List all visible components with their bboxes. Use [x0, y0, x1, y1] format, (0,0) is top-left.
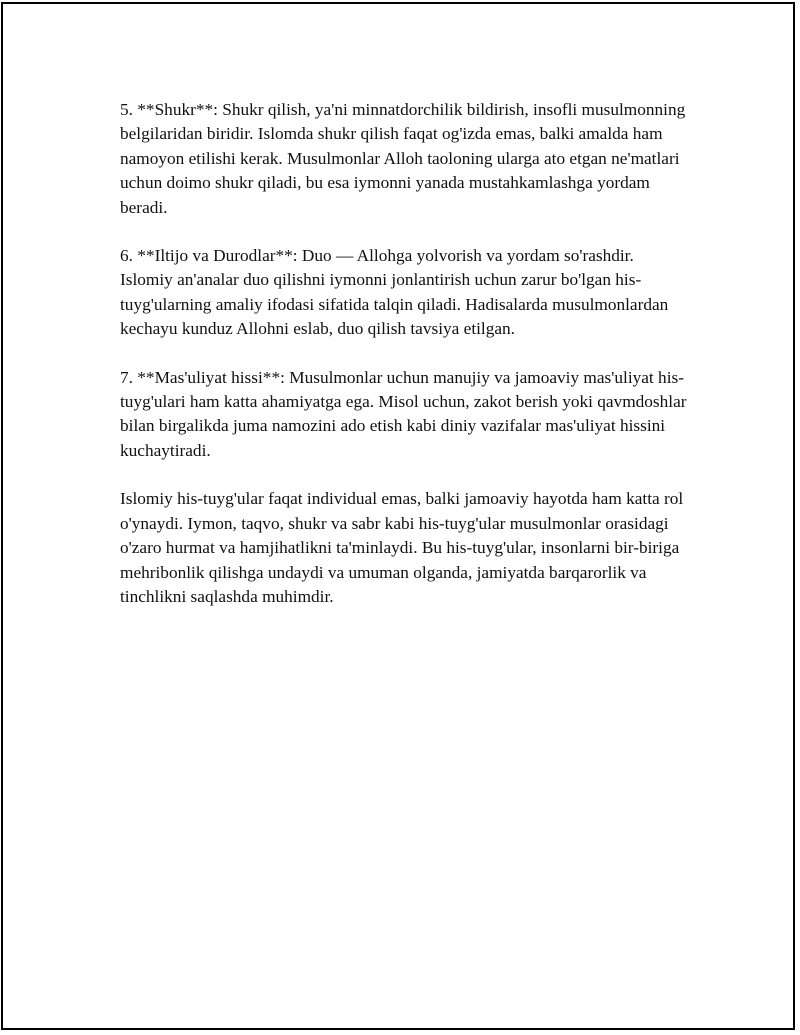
page-frame	[1, 2, 795, 1030]
paragraph-shukr: 5. **Shukr**: Shukr qilish, ya'ni minnatdorchilik bildirish, insofli musulmonning belgilaridan biridir. Islomda shukr qilish faqat og'izda emas, balki amalda ham namoyon etilishi kerak. Musulmonlar Alloh taoloning ularga ato etgan ne'matlari uchun doimo shukr qiladi, bu esa iymonni yanada mustahkamlashga yordam beradi.	[120, 100, 686, 217]
paragraph-masuliyat-hissi: 7. **Mas'uliyat hissi**: Musulmonlar uchun manujiy va jamoaviy mas'uliyat his-tuyg'ulari ham katta ahamiyatga ega. Misol uchun, zakot berish yoki qavmdoshlar bilan birgalikda juma namozini ado etish kabi diniy vazifalar mas'uliyat hissini kuchaytiradi.	[120, 367, 687, 460]
document-body	[120, 98, 690, 633]
paragraph-iltijo-va-durodlar: 6. **Iltijo va Durodlar**: Duo — Allohga yolvorish va yordam so'rashdir. Islomiy an'analar duo qilishni iymonni jonlantirish uchun zarur bo'lgan his-tuyg'ularning amaliy ifodasi sifatida talqin qiladi. Hadisalarda musulmonlardan kechayu kunduz Allohni eslab, duo qilish tavsiya etilgan.	[120, 246, 669, 339]
paragraph-conclusion: Islomiy his-tuyg'ular faqat individual emas, balki jamoaviy hayotda ham katta rol o'ynaydi. Iymon, taqvo, shukr va sabr kabi his-tuyg'ular musulmonlar orasidagi o'zaro hurmat va hamjihatlikni ta'minlaydi. Bu his-tuyg'ular, insonlarni bir-biriga mehribonlik qilishga undaydi va umuman olganda, jamiyatda barqarorlik va tinchlikni saqlashda muhimdir.	[120, 489, 684, 606]
